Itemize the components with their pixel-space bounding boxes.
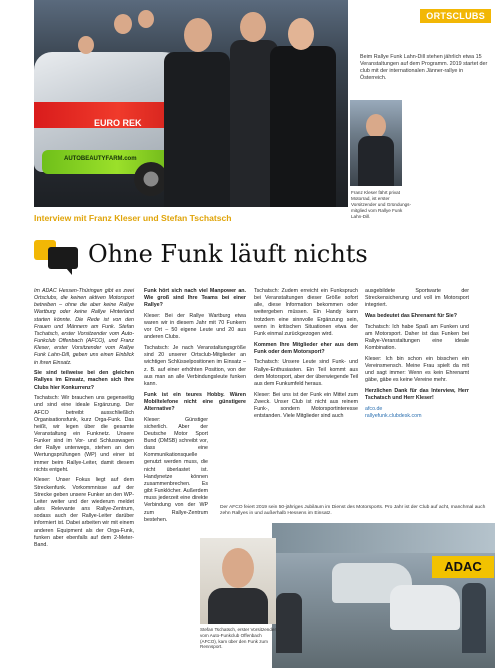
answer: Tschatsch: Je nach Veranstaltungsgröße sind 20 unserer Ortsclub-Mitglieder an wichtigen Schlüsselpositionen im Einsatz – z. B. auf einer erhöhten Position, von der aus man an alle Verbindungsleute funken kann. [144, 345, 246, 387]
question: Kommen Ihre Mitglieder eher aus dem Funk oder dem Motorsport? [254, 341, 358, 355]
question: Funk hört sich nach viel Manpower an. Wie groß sind Ihre Teams bei einer Rallye? [144, 288, 246, 309]
side-photo-head [366, 114, 386, 138]
person-middle-head [240, 12, 266, 42]
answer: ausgebildete Sportwarte der Streckensicherung und voll im Motorsport integriert. [365, 288, 469, 309]
person-right [270, 46, 336, 207]
answer: Kleser: Bei der Rallye Wartburg etwa waren wir in diesem Jahr mit 70 Funkern vor Ort – 50 eigene Leute und 20 aus anderen Clubs. [144, 312, 246, 341]
hero-photo [34, 0, 348, 207]
car-wheel [134, 162, 168, 196]
portrait-photo [200, 538, 276, 624]
car-plate-text: AUTOBEAUTYFARM.com [64, 156, 137, 162]
closing-question: Herzlichen Dank für das Interview, Herr Tschatsch und Herr Kleser! [365, 387, 469, 402]
answer: Kleser: Unser Fokus liegt auf dem Streckenfunk. Vorkommnisse auf der Strecke geben unsere Funker an den WP-Leiter weiter und der wiederum meldet alles Relevante ans Rallye-Zentrum, sodass auch der Rallye-Leiter darüber informiert ist. Dabei arbeiten wir mit einem anderen Equipment als der Orga-Funk, funken aber ebenfalls auf dem 2-Meter-Band. [34, 477, 134, 548]
side-photo-body [358, 136, 394, 186]
answer: Kleser: Ich bin schon ein bisschen ein Vereinsmensch. Meine Frau spielt da mit und sagt immer: Wenn es kein Ehrenamt gäbe, gäbe es keine Vereine mehr. [365, 355, 469, 384]
event-car [390, 585, 460, 630]
person-left [164, 52, 230, 207]
answer: Tschatsch: Unsere Leute sind Funk- und Rallye-Enthusiasten. Ein Teil kommt aus dem Motorsport, aber der überwiegende Teil aus dem Funkumfeld heraus. [254, 359, 358, 387]
caption-portrait: Stefan Tschatsch, erster Vorsitzender vom Auto-Funkclub Offenbach (AFCO), kam über den Funk zum Rennsport. [200, 627, 277, 650]
spectator-head [138, 10, 154, 28]
adac-banner: ADAC [432, 556, 494, 578]
side-photo [350, 100, 402, 186]
event-sky [272, 523, 495, 553]
text-column-4 [365, 288, 469, 424]
text-column-3 [254, 288, 358, 424]
event-person [462, 583, 486, 653]
event-photo [272, 523, 495, 668]
portrait-body [208, 588, 268, 624]
link-afco[interactable]: afco.de [365, 405, 383, 412]
article-title: Ohne Funk läuft nichts [88, 240, 368, 268]
question: Was bedeutet das Ehrenamt für Sie? [365, 312, 457, 319]
question: Funk ist ein teures Hobby. Wären Mobiltelefone nicht eine günstigere Alternative? [144, 391, 246, 412]
question: Sie sind teilweise bei den gleichen Rallyes im Einsatz, machen sich Ihre Clubs hier Konkurrenz? [34, 370, 134, 391]
answer: Tschatsch: Zudem erreicht ein Funkspruch bei Veranstaltungen dieser Größe sofort alle, diese Information bekommen oder weitergeben müssen. Ein Handy kann trotzdem eine sinnvolle Ergänzung sein, wenn in kritischen Situationen etwa der Funk einmal zurückgezogen wird. [254, 288, 358, 337]
answer: Tschatsch: Wir brauchen uns gegenseitig und sind eine ideale Ergänzung. Der AFCO betreibt ausschließlich Organisationsfunk, kurz Orga-Funk. Das heißt, wir legen über die gesamte Veranstaltung ein Funknetz. Unsere Funker sind im Vor- und Schlusswagen der Rallye unterwegs, stehen an den Wertungsprüfungen (WP) und einer ist immer beim Rallye-Leiter, damit diesem nichts entgeht. [34, 395, 134, 473]
person-left-head [184, 18, 212, 52]
car-sponsor-text: EURO REK [94, 118, 142, 128]
answer: Kleser: Günstiger sicherlich. Aber der Deutsche Motor Sport Bund (DMSB) schreibt vor, dass eine Kommunikationsquelle genutzt werden muss, die nicht überlastet ist. Handynetze können zusammenbrechen. Es gibt Funklöcher. Außerdem muss jederzeit eine direkte Verbindung von der WP zum Rallye-Zentrum bestehen. [144, 416, 208, 523]
portrait-head [222, 548, 254, 588]
text-column-1 [34, 288, 134, 552]
interview-heading: Interview mit Franz Kleser und Stefan Tschatsch [34, 213, 232, 223]
spectator-head [78, 36, 94, 54]
caption-side: Franz Kleser fährt privat Motorrad, ist erster Vorsitzender und Gründungs-mitglied vom Rallye Funk Lahn-Dill. [351, 190, 412, 219]
link-rallyefunk[interactable]: rallyefunk.clubdesk.com [365, 412, 422, 419]
text-column-2 [144, 288, 246, 527]
caption-event: Der AFCO feiert 2019 sein 50-jähriges Jubiläum im Dienst des Motorsports. Pro Jahr ist der Club auf acht, manchmal auch zehn Rallyes in und außerhalb Hessens im Einsatz. [220, 505, 486, 516]
answer: Kleser: Bei uns ist der Funk ein Mittel zum Zweck. Unser Club ist nicht aus reinem Funk-, sondern Motorsportinteresse entstanden. Viele Mitglieder sind auch [254, 391, 358, 419]
person-right-head [288, 18, 314, 50]
spectator-head [114, 14, 132, 34]
answer: Tschatsch: Ich habe Spaß am Funken und am Motorsport. Daher ist das Funken bei Rallye-Veranstaltungen eine ideale Kombination. [365, 323, 469, 352]
caption-top-right: Beim Rallye Funk Lahn-Dill stehen jährlich etwa 15 Veranstaltungen auf dem Programm. 2019 startet der club mit der internationalen Jänner-rallye in Österreich. [360, 54, 488, 81]
section-tag: ORTSCLUBS [420, 9, 491, 23]
intro-paragraph: Im ADAC Hessen-Thüringen gibt es zwei Ortsclubs, die keinen aktiven Motorsport betreiben – ohne die aber keine Rallye Wartburg oder keine Rallye Hinterland starten könnte. Die Rede ist von den Frauen und Männern am Funk. Stefan Tschatsch, erster Vorsitzender vom Auto-Funkclub Offenbach (AFCO), und Franz Kleser, erster Vorsitzender vom Rallye Funk Lahn-Dill, geben uns einen Einblick in ihren Einsatz. [34, 288, 134, 366]
speech-bubble-icon [48, 247, 78, 269]
